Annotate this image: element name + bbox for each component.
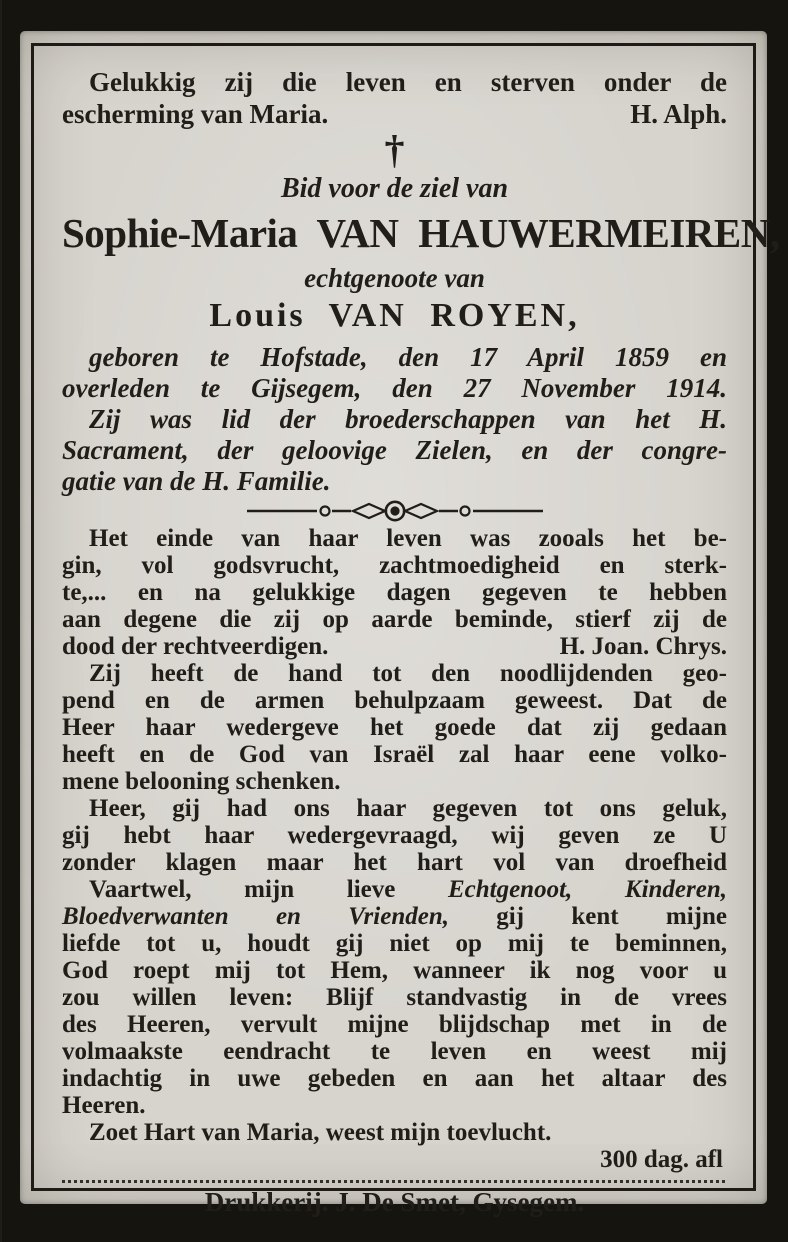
body-line: Heer, gij had ons haar gegeven tot ons geluk, <box>89 795 727 822</box>
body-line: liefde tot u, houdt gij niet op mij te beminnen, <box>62 930 727 957</box>
printer-dotted-divider <box>62 1180 725 1183</box>
body-paragraph-1 <box>62 525 727 660</box>
eulogy-text <box>62 525 727 1173</box>
printer-credit: Drukkerij. J. De Smet, Gysegem. <box>204 1187 585 1217</box>
body-line: volmaakste eendracht te leven en weest mij <box>62 1038 727 1065</box>
body-line-with-attribution <box>62 633 727 660</box>
vitals-line: overleden te Gijsegem, den 27 November 1914. <box>62 373 727 403</box>
membership-line: Zij was lid der broederschappen van het H. <box>89 404 727 434</box>
blessing-attribution: H. Alph. <box>630 99 727 129</box>
body-paragraph-2 <box>62 660 727 795</box>
vitals-line: geboren te Hofstade, den 17 April 1859 en <box>89 342 727 372</box>
blessing-quote-line1: Gelukkig zij die leven en sterven onder de <box>89 67 727 97</box>
body-line: gij hebt haar wedergevraagd, wij geven ze U <box>62 822 727 849</box>
body-paragraph-3 <box>62 795 727 876</box>
card-content <box>34 46 780 1217</box>
body-line: God roept mij tot Hem, wanneer ik nog voor u <box>62 957 727 984</box>
membership-line: Sacrament, der geloovige Zielen, en der congre- <box>62 435 727 465</box>
cross-icon: † <box>384 127 405 172</box>
body-line: indachtig in uwe gebeden en aan het altaar des <box>62 1065 727 1092</box>
body-line: Heeren. <box>62 1092 146 1119</box>
body-line: mene belooning schenken. <box>62 768 341 795</box>
membership-paragraph <box>62 404 727 497</box>
spouse-name: Louis VAN ROYEN, <box>209 297 580 334</box>
body-line: Zij heeft de hand tot den noodlijdenden geo- <box>89 660 727 687</box>
body-line: heeft en de God van Israël zal haar eene volko- <box>62 741 727 768</box>
spouse-intro: echtgenoote van <box>304 263 485 293</box>
body-line: Heer haar wedergeve het goede dat zij gedaan <box>62 714 727 741</box>
farewell-roman-text: Vaartwel, mijn lieve <box>89 876 396 903</box>
vitals-paragraph <box>62 342 727 404</box>
blessing-quote-line2 <box>62 98 727 130</box>
body-line-mixed <box>62 876 727 903</box>
body-line: zonder klagen maar het hart vol van droefheid <box>62 849 727 876</box>
body-closing-text: dood der rechtveerdigen. <box>62 633 329 660</box>
deceased-name: Sophie-Maria VAN HAUWERMEIREN, <box>62 210 780 256</box>
prayer-intro: Bid voor de ziel van <box>280 173 509 204</box>
body-line: zou willen leven: Blijf standvastig in de vrees <box>62 984 727 1011</box>
farewell-roman-text: gij kent mijne <box>496 903 727 930</box>
indulgence-note: 300 dag. afl <box>600 1146 723 1173</box>
blessing-quote-text: escherming van Maria. <box>62 99 329 129</box>
invocation-line: Zoet Hart van Maria, weest mijn toevlucht. <box>89 1119 552 1146</box>
body-line-mixed <box>62 903 727 930</box>
body-line: Het einde van haar leven was zooals het be- <box>89 525 727 552</box>
body-line: aan degene die zij op aarde beminde, stierf zij de <box>62 606 727 633</box>
divider-ornament-graphic <box>245 500 545 522</box>
membership-line: gatie van de H. Familie. <box>62 466 331 496</box>
farewell-italic-text: Bloedverwanten en Vrienden, <box>62 903 449 930</box>
body-line: des Heeren, vervult mijne blijdschap met in de <box>62 1011 727 1038</box>
divider-ornament <box>62 500 727 522</box>
body-paragraph-5 <box>62 1119 727 1173</box>
card-paper <box>20 31 780 1217</box>
farewell-italic-text: Echtgenoot, Kinderen, <box>447 876 727 903</box>
body-line: te,... en na gelukkige dagen gegeven te hebben <box>62 579 727 606</box>
inner-frame-border <box>31 43 780 1217</box>
body-line: pend en de armen behulpzaam geweest. Dat de <box>62 687 727 714</box>
scripture-attribution: H. Joan. Chrys. <box>559 633 727 660</box>
body-paragraph-4 <box>62 876 727 1119</box>
body-line: gin, vol godsvrucht, zachtmoedigheid en sterk- <box>62 552 727 579</box>
